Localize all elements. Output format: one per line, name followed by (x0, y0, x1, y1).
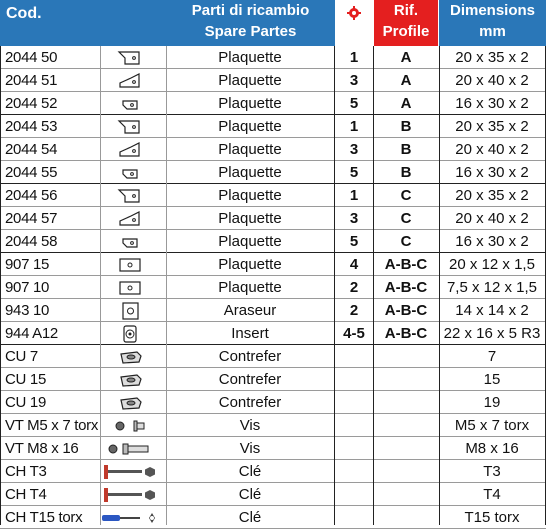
part-dimensions: 16 x 30 x 2 (455, 164, 529, 181)
table-row-11 (0, 276, 546, 299)
part-image (100, 207, 160, 230)
part-quantity (336, 368, 372, 391)
insert-plate-left-icon (115, 187, 145, 205)
part-code: 943 10 (5, 302, 50, 319)
header-code (0, 0, 100, 46)
part-code: 2044 57 (5, 210, 58, 227)
header-parts (166, 0, 335, 46)
part-quantity: 1 (349, 118, 359, 135)
header-dimensions (439, 0, 546, 46)
part-quantity: 4 (349, 256, 359, 273)
part-name: Clé (238, 509, 262, 526)
header-parts-line2: Spare Partes (204, 23, 297, 40)
part-name: Plaquette (218, 279, 282, 296)
part-profile: A-B-C (384, 256, 428, 273)
part-profile (374, 368, 438, 391)
part-code: 2044 51 (5, 72, 58, 89)
part-quantity: 5 (349, 164, 359, 181)
header-profile-line2: Profile (382, 23, 430, 40)
part-dimensions: T3 (483, 463, 501, 480)
part-dimensions: 7 (487, 348, 497, 365)
part-dimensions: 7,5 x 12 x 1,5 (446, 279, 538, 296)
part-profile: A-B-C (384, 302, 428, 319)
part-quantity (336, 414, 372, 437)
part-dimensions: 14 x 14 x 2 (455, 302, 529, 319)
part-code: CU 15 (5, 371, 47, 388)
part-dimensions: T4 (483, 486, 501, 503)
header-profile-line1: Rif. (393, 2, 419, 19)
header-dimensions-line1: Dimensions (449, 2, 536, 19)
part-quantity: 3 (349, 72, 359, 89)
part-code: 2044 53 (5, 118, 58, 135)
part-code: CU 19 (5, 394, 47, 411)
part-profile: C (400, 233, 412, 250)
part-quantity (336, 437, 372, 460)
part-name: Plaquette (218, 72, 282, 89)
table-row-2 (0, 69, 546, 92)
part-profile (374, 414, 438, 437)
part-image (100, 414, 160, 437)
part-name: Plaquette (218, 118, 282, 135)
square-plate-icon (115, 301, 145, 321)
part-profile: A-B-C (384, 279, 428, 296)
header-code-label: Cod. (6, 5, 42, 22)
part-image (100, 184, 160, 207)
part-dimensions: 20 x 35 x 2 (455, 118, 529, 135)
red-key-icon (100, 463, 160, 481)
insert-plate-small-icon (115, 95, 145, 113)
part-profile: C (400, 210, 412, 227)
part-quantity (336, 345, 372, 368)
part-image (100, 253, 160, 276)
insert-plate-left-icon (115, 118, 145, 136)
part-quantity (336, 506, 372, 529)
part-profile (374, 483, 438, 506)
table-row-4 (0, 115, 546, 138)
part-name: Contrefer (218, 371, 282, 388)
part-quantity: 4-5 (343, 325, 365, 342)
table-row-14 (0, 345, 546, 368)
part-quantity (336, 391, 372, 414)
part-profile: B (400, 164, 412, 181)
part-name: Contrefer (218, 394, 282, 411)
part-image (100, 230, 160, 253)
long-screw-icon (105, 440, 155, 458)
part-profile: A (400, 95, 412, 112)
part-name: Plaquette (218, 141, 282, 158)
part-name: Clé (238, 463, 262, 480)
part-dimensions: 20 x 35 x 2 (455, 187, 529, 204)
part-name: Plaquette (218, 95, 282, 112)
part-dimensions: 20 x 40 x 2 (455, 72, 529, 89)
part-image (100, 391, 160, 414)
part-name: Clé (238, 486, 262, 503)
part-name: Plaquette (218, 210, 282, 227)
insert-plate-slant-icon (115, 72, 145, 90)
part-profile (374, 345, 438, 368)
table-row-19 (0, 460, 546, 483)
part-profile: A-B-C (384, 325, 428, 342)
table-row-1 (0, 46, 546, 69)
chipbreaker-icon (115, 371, 145, 389)
part-dimensions: 16 x 30 x 2 (455, 233, 529, 250)
rect-plate-icon (115, 279, 145, 297)
part-code: 2044 56 (5, 187, 58, 204)
part-dimensions: 20 x 35 x 2 (455, 49, 529, 66)
part-name: Vis (239, 440, 261, 457)
part-dimensions: 19 (483, 394, 501, 411)
part-image (100, 46, 160, 69)
part-dimensions: T15 torx (464, 509, 520, 526)
part-quantity: 1 (349, 187, 359, 204)
part-profile: A (400, 49, 412, 66)
table-row-7 (0, 184, 546, 207)
part-dimensions: 20 x 40 x 2 (455, 210, 529, 227)
part-image (100, 138, 160, 161)
part-image (100, 460, 160, 483)
part-dimensions: 20 x 40 x 2 (455, 141, 529, 158)
part-code: VT M8 x 16 (5, 440, 79, 457)
part-code: VT M5 x 7 torx (5, 417, 98, 434)
part-dimensions: 16 x 30 x 2 (455, 95, 529, 112)
part-name: Plaquette (218, 256, 282, 273)
insert-round-icon (115, 324, 145, 344)
table-row-13 (0, 322, 546, 345)
part-code: 2044 54 (5, 141, 58, 158)
rect-plate-icon (115, 256, 145, 274)
part-profile: B (400, 141, 412, 158)
part-code: 2044 55 (5, 164, 58, 181)
table-row-3 (0, 92, 546, 115)
part-image (100, 92, 160, 115)
part-code: CH T3 (5, 463, 47, 480)
insert-plate-slant-icon (115, 210, 145, 228)
part-profile: B (400, 118, 412, 135)
part-name: Plaquette (218, 49, 282, 66)
part-name: Plaquette (218, 187, 282, 204)
header-dimensions-line2: mm (479, 23, 506, 40)
part-image (100, 299, 160, 322)
part-code: 907 15 (5, 256, 50, 273)
part-profile (374, 460, 438, 483)
part-code: 944 A12 (5, 325, 58, 342)
part-dimensions: 22 x 16 x 5 R3 (443, 325, 541, 342)
part-image (100, 506, 160, 529)
table-row-17 (0, 414, 546, 437)
part-code: CH T4 (5, 486, 47, 503)
part-image (100, 69, 160, 92)
part-profile: A (400, 72, 412, 89)
part-image (100, 368, 160, 391)
table-row-8 (0, 207, 546, 230)
short-screw-icon (110, 417, 150, 435)
part-name: Araseur (223, 302, 277, 319)
table-row-10 (0, 253, 546, 276)
part-image (100, 115, 160, 138)
chipbreaker-icon (115, 394, 145, 412)
insert-plate-slant-icon (115, 141, 145, 159)
part-image (100, 322, 160, 345)
table-row-21 (0, 506, 546, 529)
part-profile (374, 506, 438, 529)
table-row-6 (0, 161, 546, 184)
part-quantity (336, 460, 372, 483)
part-dimensions: 15 (483, 371, 501, 388)
table-row-20 (0, 483, 546, 506)
part-quantity: 3 (349, 210, 359, 227)
part-profile: C (400, 187, 412, 204)
part-quantity: 5 (349, 95, 359, 112)
part-image (100, 161, 160, 184)
part-quantity: 3 (349, 141, 359, 158)
header-profile (374, 0, 438, 46)
part-code: CU 7 (5, 348, 38, 365)
table-row-16 (0, 391, 546, 414)
header-qty (335, 0, 373, 46)
part-code: CH T15 torx (5, 509, 83, 526)
insert-plate-small-icon (115, 164, 145, 182)
part-dimensions: M5 x 7 torx (454, 417, 530, 434)
table-row-9 (0, 230, 546, 253)
screwdriver-icon (100, 509, 160, 527)
part-name: Plaquette (218, 164, 282, 181)
part-quantity: 1 (349, 49, 359, 66)
part-quantity: 2 (349, 302, 359, 319)
part-profile (374, 437, 438, 460)
part-name: Vis (239, 417, 261, 434)
part-code: 2044 58 (5, 233, 58, 250)
part-quantity: 2 (349, 279, 359, 296)
table-row-5 (0, 138, 546, 161)
part-dimensions: 20 x 12 x 1,5 (449, 256, 535, 273)
part-code: 907 10 (5, 279, 50, 296)
part-code: 2044 52 (5, 95, 58, 112)
part-code: 2044 50 (5, 49, 58, 66)
part-dimensions: M8 x 16 (465, 440, 519, 457)
red-gear-icon (335, 0, 373, 28)
table-row-15 (0, 368, 546, 391)
insert-plate-small-icon (115, 233, 145, 251)
part-image (100, 276, 160, 299)
chipbreaker-icon (115, 348, 145, 366)
insert-plate-left-icon (115, 49, 145, 67)
part-name: Insert (231, 325, 269, 342)
part-name: Plaquette (218, 233, 282, 250)
part-profile (374, 391, 438, 414)
part-image (100, 483, 160, 506)
table-row-12 (0, 299, 546, 322)
part-image (100, 437, 160, 460)
part-quantity (336, 483, 372, 506)
part-quantity: 5 (349, 233, 359, 250)
table-row-18 (0, 437, 546, 460)
part-image (100, 345, 160, 368)
header-parts-line1: Parti di ricambio (191, 2, 310, 19)
part-name: Contrefer (218, 348, 282, 365)
red-key-icon (100, 486, 160, 504)
header-image-column (100, 0, 166, 46)
